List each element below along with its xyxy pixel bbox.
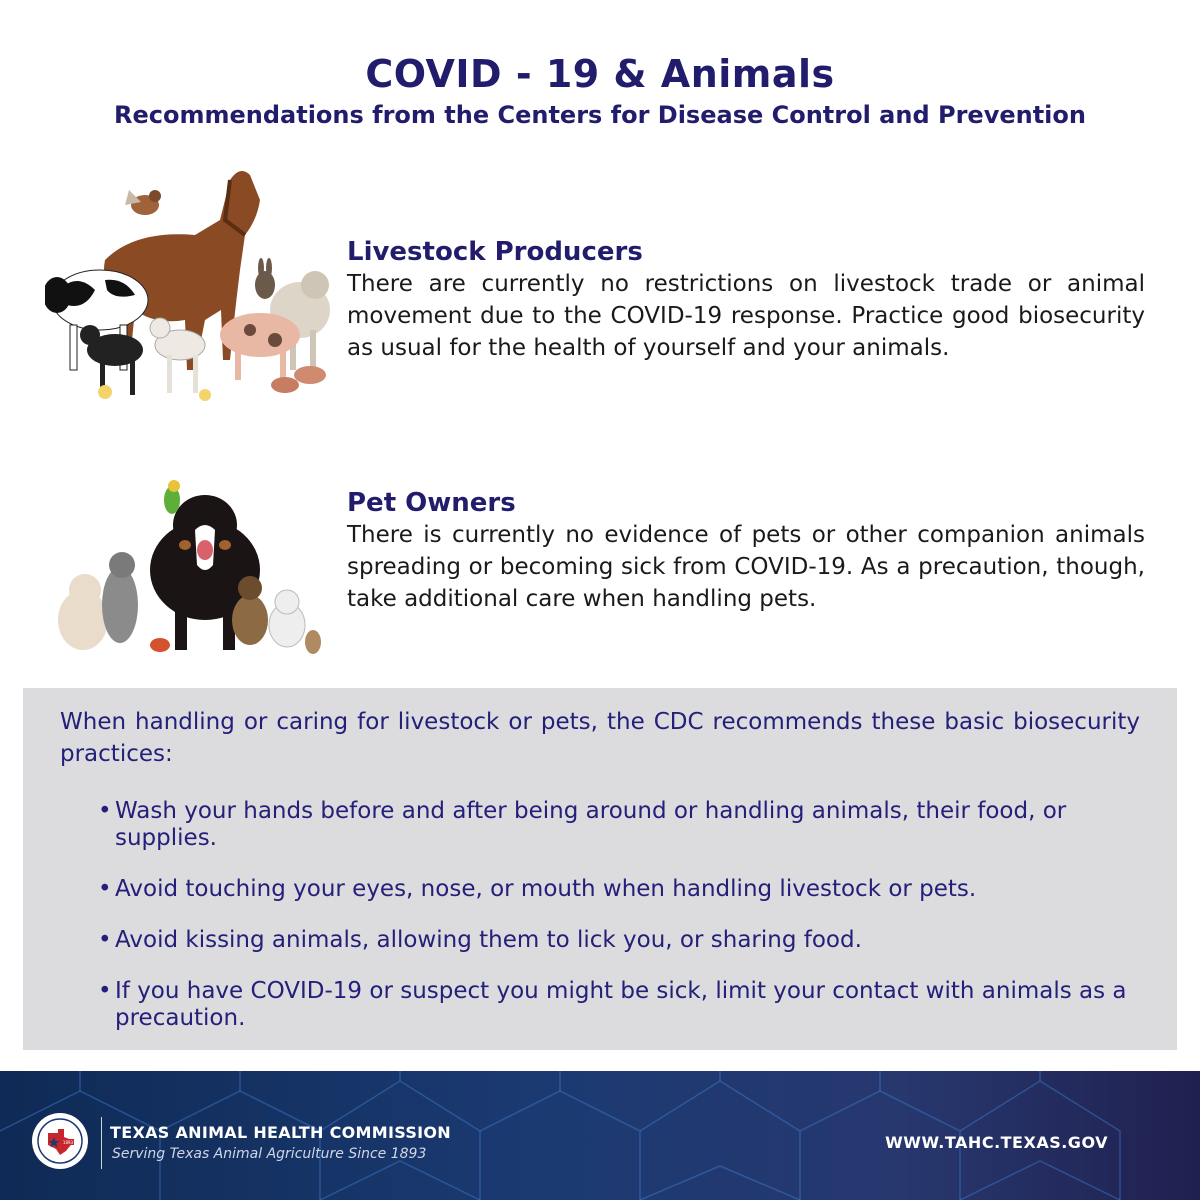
- parrot-icon: [164, 480, 180, 514]
- pets-heading: Pet Owners: [347, 488, 516, 518]
- pets-illustration: [55, 470, 325, 660]
- org-name: TEXAS ANIMAL HEALTH COMMISSION: [110, 1123, 451, 1142]
- livestock-body: There are currently no restrictions on livestock trade or animal movement due to the COVID-19 response. Practice good biosecurity as usual for the health of yourself and your animals.: [347, 271, 1145, 361]
- seal-year: 1893: [62, 1140, 74, 1145]
- org-tagline: Serving Texas Animal Agriculture Since 1893: [112, 1146, 427, 1162]
- list-item: • Avoid kissing animals, allowing them to lick you, or sharing food.: [98, 927, 1158, 954]
- gray-cat-icon: [102, 552, 138, 643]
- white-cat-icon: [269, 590, 305, 647]
- bird-icon: [125, 190, 161, 215]
- farm-animals-illustration: [45, 160, 335, 410]
- page-title: COVID - 19 & Animals: [365, 52, 835, 96]
- footer: [0, 1071, 1200, 1200]
- cat-icon: [58, 574, 108, 650]
- goat-icon: [80, 325, 143, 395]
- pets-body: There is currently no evidence of pets or other companion animals spreading or becoming sick from COVID-19. As a precaution, though, take additional care when handling pets.: [347, 522, 1145, 612]
- livestock-heading: Livestock Producers: [347, 237, 643, 267]
- list-item: • Avoid touching your eyes, nose, or mouth when handling livestock or pets.: [98, 876, 1158, 903]
- footer-divider: [101, 1117, 102, 1169]
- livestock-section: [347, 236, 1145, 364]
- website-link[interactable]: WWW.TAHC.TEXAS.GOV: [885, 1133, 1108, 1152]
- recommendations-list: [98, 798, 1158, 1056]
- list-item: • Wash your hands before and after being around or handling animals, their food, or supplies.: [98, 798, 1158, 852]
- recommendations-intro: When handling or caring for livestock or pets, the CDC recommends these basic biosecurity practices:: [60, 709, 1140, 767]
- recommendations-box: [23, 688, 1177, 1050]
- rabbit-icon: [255, 258, 275, 299]
- tahc-seal-icon: [30, 1111, 90, 1171]
- hamster-icon: [305, 630, 321, 654]
- pig-icon: [220, 313, 300, 380]
- page-subtitle: Recommendations from the Centers for Disease Control and Prevention: [114, 101, 1086, 129]
- list-item: • If you have COVID-19 or suspect you might be sick, limit your contact with animals as a precaution.: [98, 978, 1158, 1032]
- pets-section: [347, 487, 1145, 615]
